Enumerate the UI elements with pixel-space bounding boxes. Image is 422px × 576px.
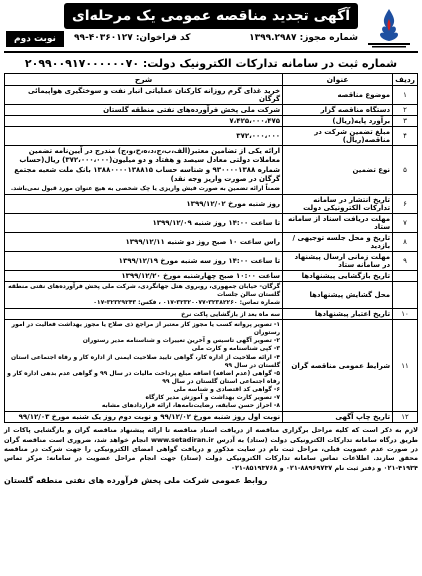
row-title: مهلت دریافت اسناد از سامانه ستاد — [283, 213, 393, 232]
notice-title: آگهی تجدید مناقصه عمومی یک مرحله‌ای — [64, 3, 358, 29]
row-title: نوع تضمین — [283, 146, 393, 195]
row-description: سه ماه بعد از بازگشایی پاکت نرخ — [5, 309, 283, 320]
conditions-list — [5, 320, 283, 412]
list-item: ۳- کپی شناسنامه و کارت ملی — [191, 345, 281, 353]
table-row — [5, 251, 418, 270]
row-title: موضوع مناقصه — [283, 86, 393, 105]
table-row — [5, 105, 418, 116]
row-number: ۱۲ — [393, 412, 418, 423]
header-description: شرح — [5, 74, 283, 86]
row-number: ۵ — [393, 146, 418, 195]
table-row — [5, 213, 418, 232]
row-title: شرایط عمومی مناقصه گران — [283, 320, 393, 412]
row-number: ۲ — [393, 105, 418, 116]
row-description: تا ساعت ۱۴:۰۰ روز شنبه ۱۳۹۹/۱۲/۰۹ — [5, 213, 283, 232]
row-description: ساعت ۱۰:۰۰ صبح چهارشنبه مورخ ۱۳۹۹/۱۲/۲۰ — [5, 270, 283, 281]
row-title: تاریخ اعتبار پیشنهادها — [283, 309, 393, 320]
row-description: راس ساعت ۱۰ صبح روز دو شنبه ۱۳۹۹/۱۲/۱۱ — [5, 232, 283, 251]
table-row — [5, 116, 418, 127]
row-number: ۱ — [393, 86, 418, 105]
row-description: شرکت ملی پخش فرآورده‌های نفتی منطقه گلستان — [5, 105, 283, 116]
row-number: ۳ — [393, 116, 418, 127]
row-title: تاریخ و محل جلسه توجیهی /بازدید — [283, 232, 393, 251]
table-row — [5, 86, 418, 105]
row-title: محل گشایش پیشنهادها — [283, 281, 393, 308]
row-description: تا ساعت ۱۴:۰۰ روز سه شنبه مورخ ۱۳۹۹/۱۲/۱۹ — [5, 251, 283, 270]
table-header-row — [5, 74, 418, 86]
list-item: ۵- گواهی (عدم اضافه) اضافه مبلغ پرداخت مالیات در سال ۹۹ و گواهی عدم بدهی اداره کار و رفاه اجتماعی استان گلستان در سال ۹۹ — [7, 369, 281, 385]
table-row — [5, 270, 418, 281]
row-title: تاریخ انتشار در سامانه تدارکات الکترونیکی دولت — [283, 194, 393, 213]
row-title: مبلغ تضمین شرکت در مناقصه(ریال) — [283, 127, 393, 146]
row-title: تاریخ بازگشایی پیشنهادها — [283, 270, 393, 281]
list-item: ۱- تصویر پروانه کسب یا مجوز کار معتبر از مراجع ذی صلاح یا مجوز بهداشت فعالیت در امور رستوران — [11, 321, 281, 337]
table-row — [5, 281, 418, 308]
list-item: ۲- تصویر آگهی تاسیس و آخرین تغییرات و شناسنامه مدیر رستوران — [82, 337, 281, 345]
row-description: نوبت اول روز شنبه مورخ ۹۹/۱۲/۰۲ و نوبت دوم روز یک شنبه مورخ ۹۹/۱۲/۰۳ — [5, 412, 283, 423]
row-description: خرید غذای گرم روزانه کارکنان عملیاتی انبار نفت و سوختگیری هواپیمائی گرگان — [5, 86, 283, 105]
row-number — [393, 281, 418, 308]
row-number: ۷ — [393, 213, 418, 232]
row-description: ۷،۴۲۵،۰۰۰،۴۷۵ — [5, 116, 283, 127]
list-item: ۸- احراز حسن سابقه، رضایت‌نامه‌ها، ارائه قراردادهای مشابه — [101, 402, 281, 410]
row-number: ۴ — [393, 127, 418, 146]
row-number: ۶ — [393, 194, 418, 213]
footer-paragraph: لازم به ذکر است که کلیه مراحل برگزاری مناقصه از دریافت اسناد مناقصه تا ارائه پیشنهاد مناقصه گران و بازگشایی پاکات از طریق درگاه سامانه تدارکات الکترونیکی دولت (ستاد) به آدرس www.setadiran.ir انجام خواهد شد، ضروری است مناقصه گران در صورت عدم عضویت قبلی، مراحل ثبت نام در سایت مذکور و دریافت گواهی امضای الکترونیکی را جهت شرکت در مناقصه محقق سازند. اطلاعات تماس سامانه تدارکات الکترونیکی دولت (ستاد) جهت انجام مراحل عضویت در سامانه: مرکز تماس ۴۱۹۳۴-۰۲۱ و دفتر ثبت نام ۸۸۹۶۹۷۳۷-۰۲۱ و ۸۵۱۹۳۷۶۸-۰۲۱ — [4, 426, 418, 472]
table-row — [5, 309, 418, 320]
nioc-logo — [362, 5, 416, 49]
list-item: ۶- گواهی کد اقتصادی و شناسه ملی — [173, 385, 281, 393]
tender-table — [4, 73, 418, 423]
registration-number: شماره ثبت در سامانه تدارکات الکترونیک دولت: ۲۰۹۹۰۰۹۱۷۰۰۰۰۰۰۷۰ — [24, 57, 398, 70]
row-title: مهلت زمانی ارسال پیشنهاد در سامانه ستاد — [283, 251, 393, 270]
table-row — [5, 127, 418, 146]
header-title: عنوان — [283, 74, 393, 86]
row-number: ۱۰ — [393, 309, 418, 320]
row-description — [5, 281, 283, 308]
row-number — [393, 270, 418, 281]
row-description: ۳۷۲،۰۰۰،۰۰۰ — [5, 127, 283, 146]
row-title: دستگاه مناقصه گزار — [283, 105, 393, 116]
row-title: تاریخ چاپ آگهی — [283, 412, 393, 423]
row-description: روز شنبه مورخ ۱۳۹۹/۱۲/۰۲ — [5, 194, 283, 213]
row-description — [5, 146, 283, 195]
round-badge: نوبت دوم — [6, 31, 64, 47]
permit-number: شماره مجوز: ۱۳۹۹.۲۹۸۷ — [249, 33, 358, 43]
list-item: ۴- ارائه صلاحیت از اداره کار، گواهی تایید صلاحیت ایمنی از اداره کار و رفاه اجتماعی استان گلستان در سال ۹۹ — [10, 353, 281, 369]
guarantee-text: ارائه یکی از تضامین معتبر(الف،ب،ج،د،ه،ح،و،ج) مندرج در آیین‌نامه تضمین معاملات دولتی معادل سیصد و هفتاد و دو میلیون(۳۷۲،۰۰۰،۰۰۰) ریال(حساب شماره ۹۳۰۰۰۰۱۳۸۸ و شناسه حساب ۱۳۸۸۰۰۰۰۱۳۸۸۱۵ بانک ملت شعبه مجتمع گرگان در صورت واریز وجه نقد) — [14, 147, 281, 184]
call-code: کد فراخوان: ۴۰۳۶۰۱۲۷-۹۹ — [74, 33, 191, 43]
table-row — [5, 194, 418, 213]
table-row — [5, 412, 418, 423]
table-row — [5, 146, 418, 195]
row-number: ۱۱ — [393, 320, 418, 412]
row-number: ۸ — [393, 232, 418, 251]
flame-logo-icon — [362, 5, 416, 49]
opening-address: گرگان- خیابان جمهوری، روبروی هتل جهانگردی، شرکت ملی پخش فرآورده‌های نفتی منطقه گلستان سالن جلسات — [8, 282, 281, 298]
table-row — [5, 320, 418, 412]
header — [4, 3, 418, 53]
signature: روابط عمومی شرکت ملی پخش فرآورده های نفتی منطقه گلستان — [4, 476, 268, 486]
header-row-number: ردیف — [393, 74, 418, 86]
guarantee-note: ضمناً ارائه تضمین به صورت فیش واریزی یا چک شخصی به هیچ عنوان مورد قبول نمی‌باشد. — [10, 184, 281, 192]
list-item: ۷- تصویر کارت بهداشت و آموزش مدیر کارگاه — [145, 393, 281, 401]
table-row — [5, 232, 418, 251]
meta-row — [74, 33, 358, 49]
row-number: ۹ — [393, 251, 418, 270]
opening-contact: شماره تماس: ۳۲۳۸۲۲۶۰-۳۲۳۲۰۰۷۷-۰۱۷ ، فکس: ۳۲۳۲۹۲۴۳-۰۱۷ — [93, 299, 281, 307]
row-title: برآورد پایه(ریال) — [283, 116, 393, 127]
